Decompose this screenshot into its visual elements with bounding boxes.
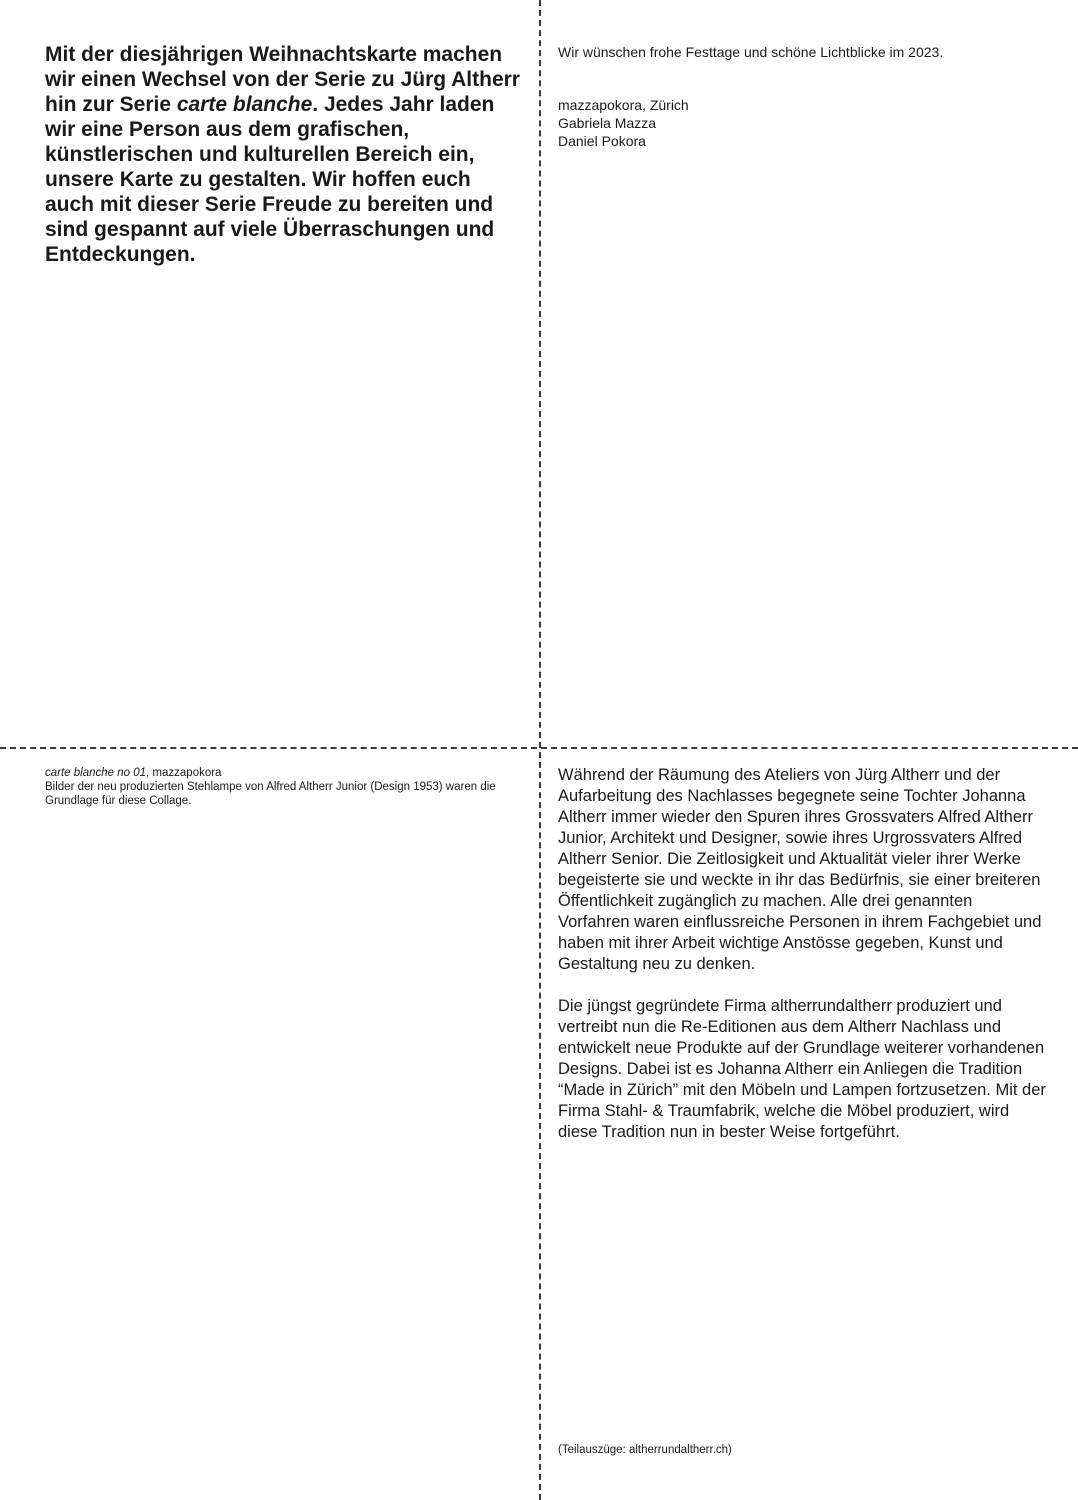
horizontal-cut-line xyxy=(0,747,1078,749)
intro-part-1: Mit der diesjährigen Weihnachtskarte machen wir einen Wechsel von der Serie zu Jürg Altherr hin zur Serie xyxy=(45,43,520,116)
intro-series-name: carte blanche xyxy=(176,93,313,116)
source-note: (Teilauszüge: altherrundaltherr.ch) xyxy=(558,1444,732,1456)
greeting-wish: Wir wünschen frohe Festtage und schöne Lichtblicke im 2023. xyxy=(558,44,944,60)
sender-block xyxy=(558,96,958,150)
body-paragraph-2: Die jüngst gegründete Firma altherrundaltherr produziert und vertreibt nun die Re-Editionen aus dem Altherr Nachlass und entwickelt neue Produkte auf der Grundlage weiterer vorhandenen Designs. Dabei ist es Johanna Altherr ein Anliegen die Tradition “Made in Zürich” mit den Möbeln und Lampen fortzusetzen. Mit der Firma Stahl- & Traumfabrik, welche die Möbel produziert, wird diese Tradition nun in bester Weise fortgeführt. xyxy=(558,997,1046,1141)
vertical-cut-line xyxy=(539,0,541,1500)
body-text xyxy=(558,765,1046,1164)
image-caption xyxy=(45,766,515,808)
sender-line-name-2: Daniel Pokora xyxy=(558,133,646,149)
caption-text: Bilder der neu produzierten Stehlampe von Alfred Altherr Junior (Design 1953) waren die Grundlage für diese Collage. xyxy=(45,781,496,807)
caption-author: , mazzapokora xyxy=(146,767,222,779)
intro-part-2: . Jedes Jahr laden wir eine Person aus dem grafischen, künstlerischen und kulturellen Bereich ein, unsere Karte zu gestalten. Wir hoffen euch auch mit dieser Serie Freude zu bereiten und sind gespannt auf viele Überraschungen und Entdeckungen. xyxy=(45,93,495,266)
intro-text xyxy=(45,42,520,267)
sender-line-name-1: Gabriela Mazza xyxy=(558,115,657,131)
body-paragraph-1: Während der Räumung des Ateliers von Jürg Altherr und der Aufarbeitung des Nachlasses begegnete seine Tochter Johanna Altherr immer wieder den Spuren ihres Grossvaters Alfred Altherr Junior, Architekt und Designer, sowie ihres Urgrossvaters Alfred Altherr Senior. Die Zeitlosigkeit und Aktualität vieler ihrer Werke begeisterte sie und weckte in ihr das Bedürfnis, sie einer breiteren Öffentlichkeit zugänglich zu machen. Alle drei genannten Vorfahren waren einflussreiche Personen in ihrem Fachgebiet und haben mit ihrer Arbeit wichtige Anstösse gegeben, Kunst und Gestaltung neu zu denken. xyxy=(558,766,1042,973)
caption-title: carte blanche no 01 xyxy=(45,767,147,779)
sender-line-studio: mazzapokora, Zürich xyxy=(558,97,689,113)
